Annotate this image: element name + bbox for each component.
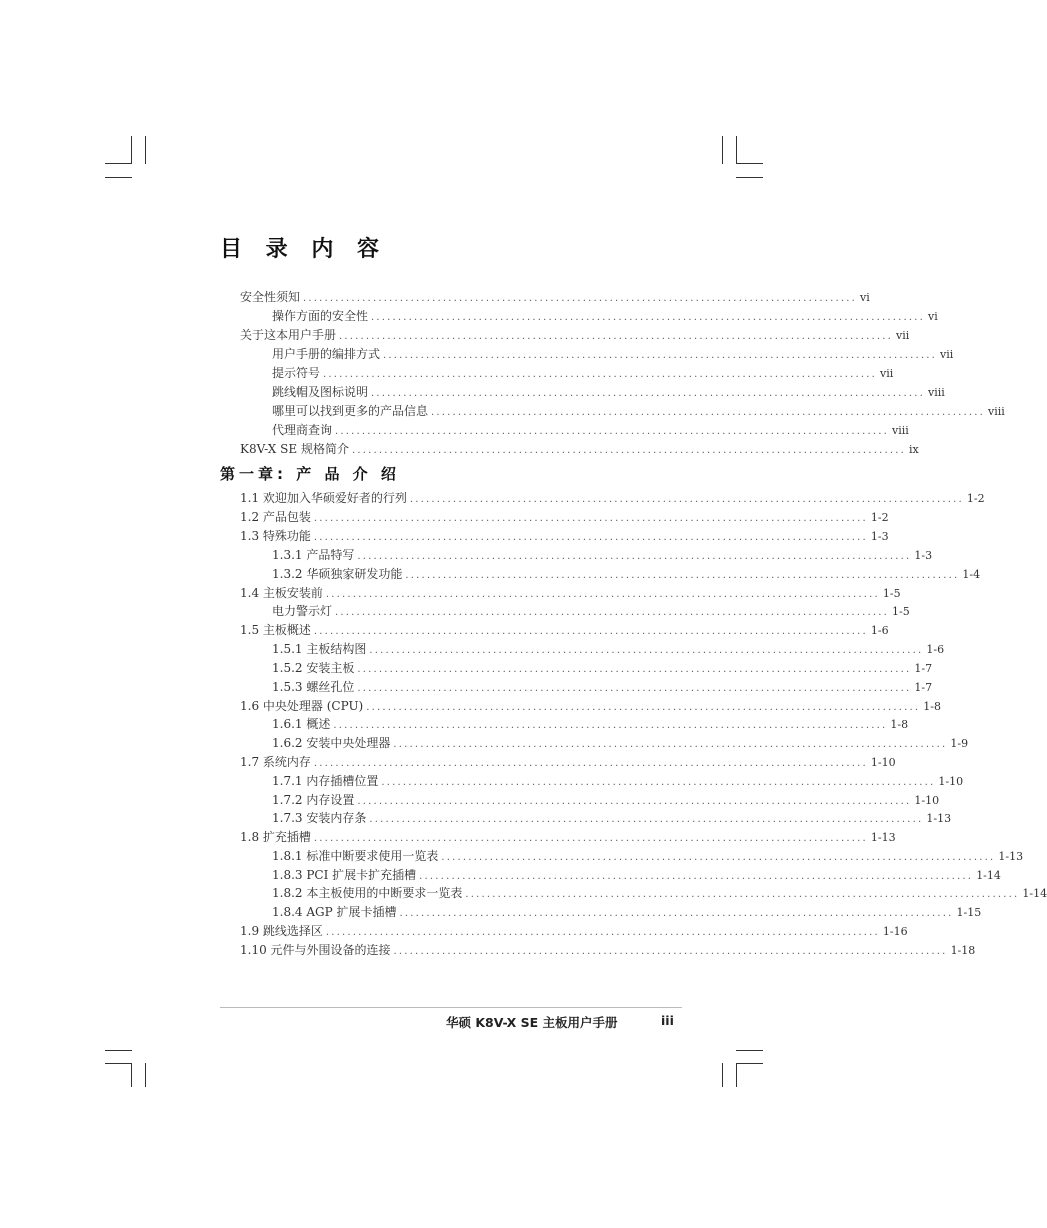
toc-entry[interactable] bbox=[240, 440, 919, 458]
dot-leader: ....................................................................................................... bbox=[393, 739, 948, 750]
dot-leader: ....................................................................................................... bbox=[357, 796, 912, 807]
dot-leader: ....................................................................................................... bbox=[325, 589, 880, 600]
page-title: 目 录 内 容 bbox=[220, 237, 387, 262]
toc-entry-page: vi bbox=[928, 310, 938, 323]
crop-mark bbox=[105, 177, 132, 178]
toc-entry[interactable] bbox=[240, 489, 985, 507]
toc-entry-text: 1.8.2 本主板使用的中断要求一览表 bbox=[272, 886, 463, 900]
toc-entry[interactable] bbox=[272, 421, 909, 439]
toc-entry-text: 操作方面的安全性 bbox=[272, 309, 369, 323]
toc-entry-text: 提示符号 bbox=[272, 366, 321, 380]
dot-leader: ....................................................................................................... bbox=[325, 927, 880, 938]
crop-mark bbox=[105, 1063, 132, 1064]
crop-mark bbox=[145, 1063, 146, 1087]
toc-entry-page: 1-8 bbox=[890, 718, 909, 731]
toc-entry[interactable] bbox=[272, 659, 933, 677]
dot-leader: ....................................................................................................... bbox=[369, 645, 924, 656]
dot-leader: ....................................................................................................... bbox=[323, 369, 878, 380]
crop-mark bbox=[722, 1063, 723, 1087]
toc-entry-page: 1-7 bbox=[914, 681, 933, 694]
toc-entry-text: 1.10 元件与外围设备的连接 bbox=[240, 943, 391, 957]
toc-entry-text: 1.7.1 内存插槽位置 bbox=[272, 774, 379, 788]
toc-entry-text: 1.8.1 标准中断要求使用一览表 bbox=[272, 849, 439, 863]
dot-leader: ....................................................................................................... bbox=[313, 833, 868, 844]
page-number: iii bbox=[661, 1013, 674, 1028]
chapter-heading: 第一章: 产 品 介 绍 bbox=[220, 465, 400, 483]
toc-entry-page: 1-14 bbox=[1022, 887, 1047, 900]
dot-leader: ....................................................................................................... bbox=[313, 758, 868, 769]
toc-entry-page: 1-9 bbox=[950, 737, 969, 750]
toc-entry-page: 1-2 bbox=[966, 492, 985, 505]
toc-entry-page: ix bbox=[908, 443, 919, 456]
toc-entry-text: 1.9 跳线选择区 bbox=[240, 924, 323, 938]
toc-entry-page: 1-10 bbox=[938, 775, 964, 788]
dot-leader: ....................................................................................................... bbox=[313, 626, 868, 637]
toc-entry[interactable] bbox=[272, 715, 909, 733]
crop-mark bbox=[131, 136, 132, 164]
dot-leader: ....................................................................................................... bbox=[409, 494, 964, 505]
toc-entry-text: 1.8 扩充插槽 bbox=[240, 830, 311, 844]
crop-mark bbox=[145, 136, 146, 164]
toc-entry-page: 1-3 bbox=[914, 549, 933, 562]
toc-entry-page: vii bbox=[940, 348, 954, 361]
dot-leader: ....................................................................................................... bbox=[419, 871, 974, 882]
footer-divider bbox=[220, 1007, 682, 1008]
dot-leader: ....................................................................................................... bbox=[333, 720, 888, 731]
toc-entry-page: 1-10 bbox=[914, 794, 940, 807]
toc-entry-page: 1-8 bbox=[923, 700, 941, 713]
toc-entry[interactable] bbox=[240, 753, 896, 771]
dot-leader: ....................................................................................................... bbox=[371, 312, 926, 323]
toc-entry[interactable] bbox=[240, 922, 908, 940]
toc-entry[interactable] bbox=[272, 791, 940, 809]
dot-leader: ....................................................................................................... bbox=[357, 664, 912, 675]
dot-leader: ....................................................................................................... bbox=[441, 852, 996, 863]
crop-mark bbox=[105, 163, 132, 164]
toc-entry[interactable] bbox=[240, 288, 870, 306]
toc-entry-page: viii bbox=[928, 386, 945, 399]
toc-entry[interactable] bbox=[240, 697, 941, 715]
dot-leader: ....................................................................................................... bbox=[366, 702, 921, 713]
toc-entry[interactable] bbox=[240, 621, 889, 639]
toc-entry[interactable] bbox=[240, 584, 901, 602]
toc-entry-text: 1.6.1 概述 bbox=[272, 717, 331, 731]
toc-entry-page: viii bbox=[892, 424, 909, 437]
dot-leader: ....................................................................................................... bbox=[335, 426, 890, 437]
dot-leader: ....................................................................................................... bbox=[357, 683, 912, 694]
toc-entry[interactable] bbox=[272, 345, 954, 363]
toc-entry[interactable] bbox=[272, 678, 933, 696]
dot-leader: ....................................................................................................... bbox=[381, 777, 936, 788]
toc-entry-text: 1.7.3 安装内存条 bbox=[272, 811, 367, 825]
toc-entry-page: 1-5 bbox=[882, 587, 901, 600]
crop-mark bbox=[131, 1063, 132, 1087]
toc-entry-page: 1-18 bbox=[950, 944, 976, 957]
toc-entry-page: 1-14 bbox=[976, 869, 1001, 882]
toc-entry-page: 1-5 bbox=[892, 605, 910, 618]
toc-entry-page: 1-13 bbox=[870, 831, 896, 844]
toc-entry-text: 代理商查询 bbox=[272, 423, 333, 437]
toc-entry-text: 1.6.2 安装中央处理器 bbox=[272, 736, 391, 750]
dot-leader: ....................................................................................................... bbox=[357, 551, 912, 562]
toc-entry[interactable] bbox=[272, 903, 982, 921]
toc-entry-text: 1.5.3 螺丝孔位 bbox=[272, 680, 355, 694]
crop-mark bbox=[736, 1050, 763, 1051]
crop-mark bbox=[736, 177, 763, 178]
toc-entry[interactable] bbox=[272, 884, 1047, 902]
dot-leader: ....................................................................................................... bbox=[405, 570, 960, 581]
toc-entry-text: 1.8.3 PCI 扩展卡扩充插槽 bbox=[272, 868, 417, 882]
toc-entry-text: 1.8.4 AGP 扩展卡插槽 bbox=[272, 905, 397, 919]
toc-entry[interactable] bbox=[272, 640, 945, 658]
toc-entry[interactable] bbox=[272, 772, 964, 790]
dot-leader: ....................................................................................................... bbox=[369, 814, 924, 825]
dot-leader: ....................................................................................................... bbox=[431, 407, 986, 418]
toc-entry[interactable] bbox=[272, 402, 1005, 420]
dot-leader: ....................................................................................................... bbox=[399, 908, 954, 919]
crop-mark bbox=[736, 1063, 737, 1087]
dot-leader: ....................................................................................................... bbox=[303, 293, 858, 304]
toc-entry[interactable] bbox=[240, 326, 910, 344]
toc-entry-text: K8V-X SE 规格简介 bbox=[240, 442, 349, 456]
toc-entry-text: 1.7 系统内存 bbox=[240, 755, 311, 769]
toc-entry[interactable] bbox=[272, 809, 952, 827]
toc-entry-text: 1.4 主板安装前 bbox=[240, 586, 323, 600]
crop-mark bbox=[736, 163, 763, 164]
toc-entry-text: 1.5 主板概述 bbox=[240, 623, 311, 637]
toc-entry[interactable] bbox=[240, 508, 889, 526]
toc-entry-text: 哪里可以找到更多的产品信息 bbox=[272, 404, 429, 418]
dot-leader: ....................................................................................................... bbox=[313, 513, 868, 524]
toc-entry-page: viii bbox=[988, 405, 1005, 418]
dot-leader: ....................................................................................................... bbox=[383, 350, 938, 361]
toc-entry-page: 1-10 bbox=[870, 756, 896, 769]
crop-mark bbox=[105, 1050, 132, 1051]
toc-entry-text: 1.1 欢迎加入华硕爱好者的行列 bbox=[240, 491, 407, 505]
toc-entry-text: 用户手册的编排方式 bbox=[272, 347, 381, 361]
toc-entry-text: 电力警示灯 bbox=[272, 604, 333, 618]
toc-entry-text: 1.3 特殊功能 bbox=[240, 529, 311, 543]
toc-entry-page: 1-13 bbox=[926, 812, 952, 825]
dot-leader: ....................................................................................................... bbox=[393, 946, 948, 957]
toc-entry[interactable] bbox=[240, 941, 976, 959]
toc-entry-text: 关于这本用户手册 bbox=[240, 328, 337, 342]
toc-entry-text: 1.2 产品包装 bbox=[240, 510, 311, 524]
toc-entry-text: 1.5.1 主板结构图 bbox=[272, 642, 367, 656]
toc-entry-text: 1.7.2 内存设置 bbox=[272, 793, 355, 807]
toc-entry-page: 1-3 bbox=[870, 530, 889, 543]
toc-entry-text: 跳线帽及图标说明 bbox=[272, 385, 369, 399]
toc-entry-page: vii bbox=[896, 329, 910, 342]
toc-entry[interactable] bbox=[272, 565, 981, 583]
toc-entry[interactable] bbox=[272, 866, 1001, 884]
footer-title: 华硕 K8V-X SE 主板用户手册 bbox=[446, 1015, 618, 1030]
toc-entry-text: 1.6 中央处理器 (CPU) bbox=[240, 699, 364, 713]
toc-entry[interactable] bbox=[272, 383, 945, 401]
crop-mark bbox=[736, 136, 737, 164]
toc-entry-page: 1-7 bbox=[914, 662, 933, 675]
toc-entry-page: 1-2 bbox=[870, 511, 889, 524]
toc-entry-text: 安全性须知 bbox=[240, 290, 301, 304]
toc-entry-page: 1-6 bbox=[926, 643, 945, 656]
toc-entry[interactable] bbox=[240, 527, 889, 545]
toc-entry-page: 1-6 bbox=[870, 624, 889, 637]
toc-entry-page: 1-16 bbox=[882, 925, 908, 938]
toc-entry[interactable] bbox=[272, 602, 910, 620]
toc-entry[interactable] bbox=[272, 847, 1024, 865]
toc-entry[interactable] bbox=[272, 307, 938, 325]
dot-leader: ....................................................................................................... bbox=[465, 889, 1020, 900]
dot-leader: ....................................................................................................... bbox=[339, 331, 894, 342]
toc-entry-page: 1-15 bbox=[956, 906, 982, 919]
toc-entry-text: 1.3.2 华硕独家研发功能 bbox=[272, 567, 403, 581]
toc-entry-page: vi bbox=[860, 291, 870, 304]
crop-mark bbox=[722, 136, 723, 164]
toc-entry-text: 1.5.2 安装主板 bbox=[272, 661, 355, 675]
dot-leader: ....................................................................................................... bbox=[371, 388, 926, 399]
dot-leader: ....................................................................................................... bbox=[313, 532, 868, 543]
toc-entry[interactable] bbox=[272, 734, 969, 752]
toc-entry-page: vii bbox=[880, 367, 894, 380]
toc-entry-page: 1-4 bbox=[962, 568, 981, 581]
toc-entry[interactable] bbox=[272, 546, 933, 564]
crop-mark bbox=[736, 1063, 763, 1064]
dot-leader: ....................................................................................................... bbox=[335, 607, 890, 618]
toc-entry[interactable] bbox=[240, 828, 896, 846]
toc-entry-page: 1-13 bbox=[998, 850, 1024, 863]
toc-entry[interactable] bbox=[272, 364, 894, 382]
dot-leader: ....................................................................................................... bbox=[351, 445, 906, 456]
toc-entry-text: 1.3.1 产品特写 bbox=[272, 548, 355, 562]
